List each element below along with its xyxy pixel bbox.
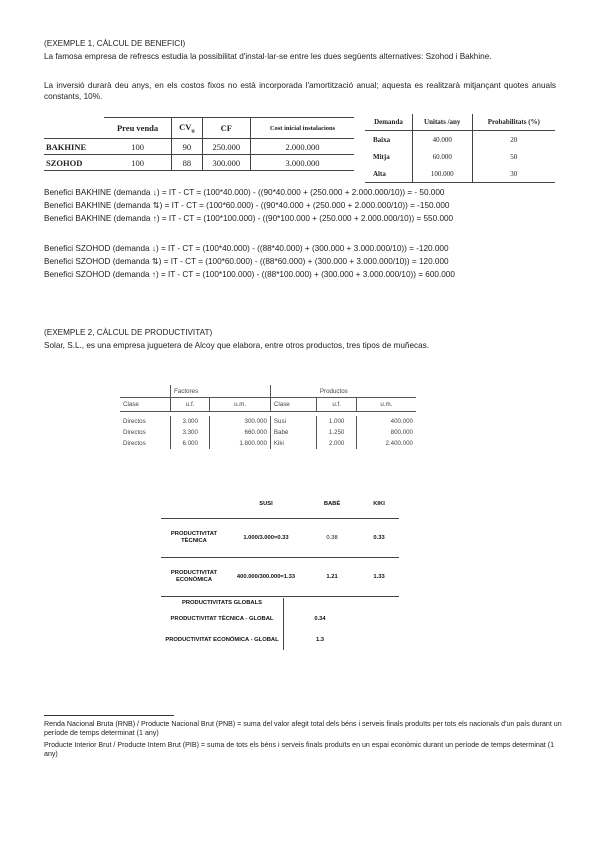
footnote-separator xyxy=(44,715,174,716)
header-unitats: Unitats /any xyxy=(412,114,472,131)
table-row: PRODUCTIVITAT ECONÒMICA 400.000/300.000=1.33 1.21 1.33 xyxy=(161,558,399,597)
calc-line: Benefici SZOHOD (demanda ↑) = IT - CT = (100*100.000) - ((88*100.000) + (300.000 + 3.000.000/10)) = 600.000 xyxy=(44,270,455,279)
calc-line: Benefici BAKHINE (demanda ↑) = IT - CT = (100*100.000) - ((90*100.000 + (250.000 + 2.000.000/10)) = 550.000 xyxy=(44,214,454,223)
factors-products-table: Factores Productos Clase u.f. u.m. Clase u.f. u.m. Directos 3.000 300.000 Susi 1.000 400.000 Directos 3.300 660.000 Babé 1.250 800.000 Directos 6.000 1.800.000 Kiki 2.000 2.400.000 xyxy=(120,385,416,449)
alternatives-table xyxy=(44,117,354,171)
table-row: BAKHINE 100 90 250.000 2.000.000 xyxy=(44,139,354,155)
example1-heading: (EXEMPLE 1, CÀLCUL DE BENEFICI) xyxy=(44,39,186,48)
global-title: PRODUCTIVITATS GLOBALS xyxy=(182,599,262,606)
table-row: Directos 3.300 660.000 Babé 1.250 800.000 xyxy=(120,427,416,438)
table-row: PRODUCTIVITAT TÈCNICA - GLOBAL 0.34 xyxy=(161,608,399,630)
table-row: Baixa 40.000 20 xyxy=(365,131,555,149)
global-productivity-table xyxy=(161,598,399,650)
productivity-table xyxy=(161,490,399,597)
szohod-calculations xyxy=(44,243,455,280)
header-kiki: KIKI xyxy=(359,490,399,519)
header-cvu: $CV_u$ xyxy=(172,118,203,139)
header-susi: SUSI xyxy=(227,490,305,519)
table-row: Directos 6.000 1.800.000 Kiki 2.000 2.400.000 xyxy=(120,438,416,449)
table-row: Directos 3.000 300.000 Susi 1.000 400.000 xyxy=(120,416,416,427)
table-row: Mitja 60.000 50 xyxy=(365,148,555,165)
table-row: SZOHOD 100 88 300.000 3.000.000 xyxy=(44,155,354,171)
header-babe: BABÉ xyxy=(305,490,359,519)
table-row: PRODUCTIVITAT ECONÒMICA - GLOBAL 1.3 xyxy=(161,630,399,650)
calc-line: Benefici SZOHOD (demanda ↓) = IT - CT = (100*40.000) - ((88*40.000) + (300.000 + 3.000.000/10)) = -120.000 xyxy=(44,244,449,253)
calc-line: Benefici SZOHOD (demanda ⇅) = IT - CT = (100*60.000) - ((88*60.000) + (300.000 + 3.000.000/10)) = 120.000 xyxy=(44,257,449,266)
header-cost-inicial: Cost inicial instalacions xyxy=(251,118,355,139)
table-row: Alta 100.000 30 xyxy=(365,165,555,183)
header-preu-venda: Preu venda xyxy=(104,118,172,139)
calc-line: Benefici BAKHINE (demanda ⇅) = IT - CT = (100*60.000) - ((90*40.000 + (250.000 + 2.000.000/10)) = -150.000 xyxy=(44,201,450,210)
group-factores: Factores xyxy=(171,385,271,398)
bakhine-calculations xyxy=(44,187,453,224)
footnote-pib: Producte Interior Brut / Producte Intern Brut (PIB) = suma de tots els béns i serveis finals produïts en un espai econòmic durant un període de temps determinat (1 any) xyxy=(44,741,555,758)
example2-intro: Solar, S.L., es una empresa juguetera de Alcoy que elabora, entre otros productos, tres tipos de muñecas. xyxy=(44,341,430,350)
table-row: PRODUCTIVITAT TÈCNICA 1.000/3.000=0.33 0.38 0.33 xyxy=(161,519,399,558)
example2-heading: (EXEMPLE 2, CÀLCUL DE PRODUCTIVITAT) xyxy=(44,328,213,337)
header-cf: CF xyxy=(202,118,250,139)
footnote-rnb: Renda Nacional Bruta (RNB) / Producte Nacional Brut (PNB) = suma del valor afegit total dels béns i serveis finals produïts per tots els nacionals d'un país durant un període de temps determinat (1 any) xyxy=(44,720,562,737)
example1-intro: La famosa empresa de refrescs estudia la possibilitat d'instal·lar-se entre les dues següents alternatives: Szohod i Bakhine. xyxy=(44,52,492,61)
group-productos: Productos xyxy=(319,387,348,395)
header-probabilitats: Probabilitats (%) xyxy=(472,114,555,131)
calc-line: Benefici BAKHINE (demanda ↓) = IT - CT = (100*40.000) - ((90*40.000 + (250.000 + 2.000.000/10)) = - 50.000 xyxy=(44,188,445,197)
example1-investment-note: La inversió durarà deu anys, en els costos fixos no està incorporada l'amortització anual; aquesta es realitzarà mitjançant quotes anuals constants, 10%. xyxy=(44,81,556,101)
header-demanda: Demanda xyxy=(365,114,412,131)
demand-table xyxy=(365,114,555,183)
